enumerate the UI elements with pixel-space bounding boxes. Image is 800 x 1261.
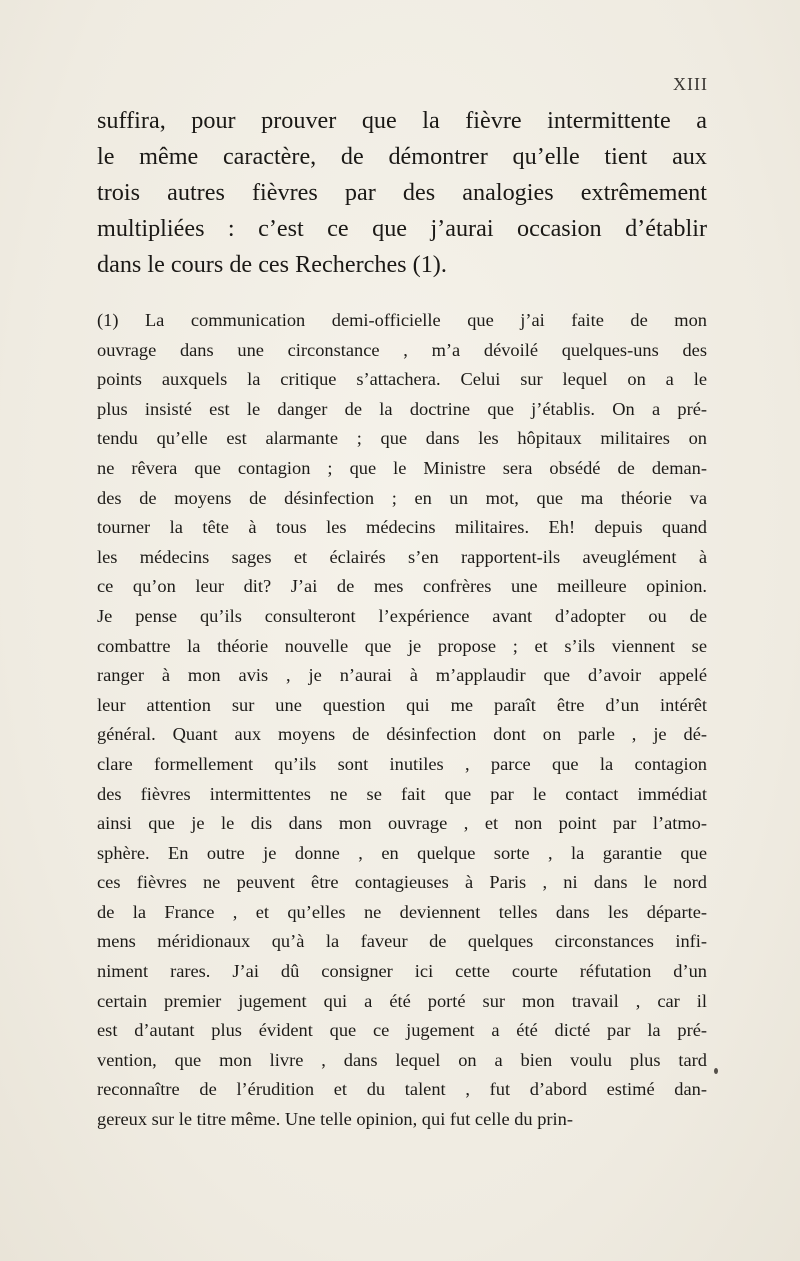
footnote-line: certain premier jugement qui a été porté sur mon travail , car il — [97, 990, 707, 1011]
main-line: trois autres fièvres par des analogies extrêmement — [97, 179, 707, 206]
main-line: dans le cours de ces Recherches (1). — [97, 251, 447, 278]
footnote-line: clare formellement qu’ils sont inutiles , parce que la contagion — [97, 753, 707, 774]
footnote-line: points auxquels la critique s’attachera. Celui sur lequel on a le — [97, 369, 707, 390]
ink-speck — [714, 1068, 718, 1074]
footnote-line: (1) La communication demi-officielle que j’ai faite de mon — [97, 310, 707, 330]
footnote-line: niment rares. J’ai dû consigner ici cette courte réfutation d’un — [97, 961, 707, 982]
footnote-line: sphère. En outre je donne , en quelque sorte , la garantie que — [97, 842, 707, 863]
footnote-line: général. Quant aux moyens de désinfection dont on parle , je dé- — [97, 724, 707, 745]
page-number: XIII — [673, 74, 708, 94]
footnote-line: des de moyens de désinfection ; en un mot, que ma théorie va — [97, 487, 707, 508]
footnote-line: ranger à mon avis , je n’aurai à m’applaudir que d’avoir appelé — [97, 665, 707, 686]
footnote-line: combattre la théorie nouvelle que je propose ; et s’ils viennent se — [97, 635, 707, 656]
footnote-line: vention, que mon livre , dans lequel on a bien voulu plus tard — [97, 1049, 707, 1070]
footnote — [97, 306, 707, 1135]
footnote-line: est d’autant plus évident que ce jugement a été dicté par la pré- — [97, 1020, 707, 1041]
footnote-line: reconnaître de l’érudition et du talent , fut d’abord estimé dan- — [97, 1079, 707, 1100]
footnote-line: les médecins sages et éclairés s’en rapportent-ils aveuglément à — [97, 546, 707, 567]
footnote-line: gereux sur le titre même. Une telle opinion, qui fut celle du prin- — [97, 1109, 573, 1130]
main-line: multipliées : c’est ce que j’aurai occasion d’établir — [97, 215, 707, 242]
main-paragraph — [97, 103, 707, 283]
footnote-line: tourner la tête à tous les médecins militaires. Eh! depuis quand — [97, 517, 707, 538]
footnote-line: Je pense qu’ils consulteront l’expérience avant d’adopter ou de — [97, 605, 707, 626]
footnote-line: ne rêvera que contagion ; que le Ministre sera obsédé de deman- — [97, 457, 707, 478]
footnote-line: plus insisté est le danger de la doctrine que j’établis. On a pré- — [97, 398, 707, 419]
footnote-line: ainsi que je le dis dans mon ouvrage , et non point par l’atmo- — [97, 813, 707, 834]
footnote-line: des fièvres intermittentes ne se fait que par le contact immédiat — [97, 783, 707, 804]
footnote-line: de la France , et qu’elles ne deviennent telles dans les départe- — [97, 901, 707, 922]
footnote-line: leur attention sur une question qui me paraît être d’un intérêt — [97, 694, 707, 715]
footnote-line: ces fièvres ne peuvent être contagieuses à Paris , ni dans le nord — [97, 872, 707, 893]
footnote-line: mens méridionaux qu’à la faveur de quelques circonstances infi- — [97, 931, 707, 952]
footnote-line: ouvrage dans une circonstance , m’a dévoilé quelques-uns des — [97, 339, 707, 360]
main-line: le même caractère, de démontrer qu’elle tient aux — [97, 143, 707, 170]
footnote-line: ce qu’on leur dit? J’ai de mes confrères une meilleure opinion. — [97, 576, 707, 597]
main-line: suffira, pour prouver que la fièvre intermittente a — [97, 107, 707, 134]
footnote-line: tendu qu’elle est alarmante ; que dans les hôpitaux militaires on — [97, 428, 707, 449]
